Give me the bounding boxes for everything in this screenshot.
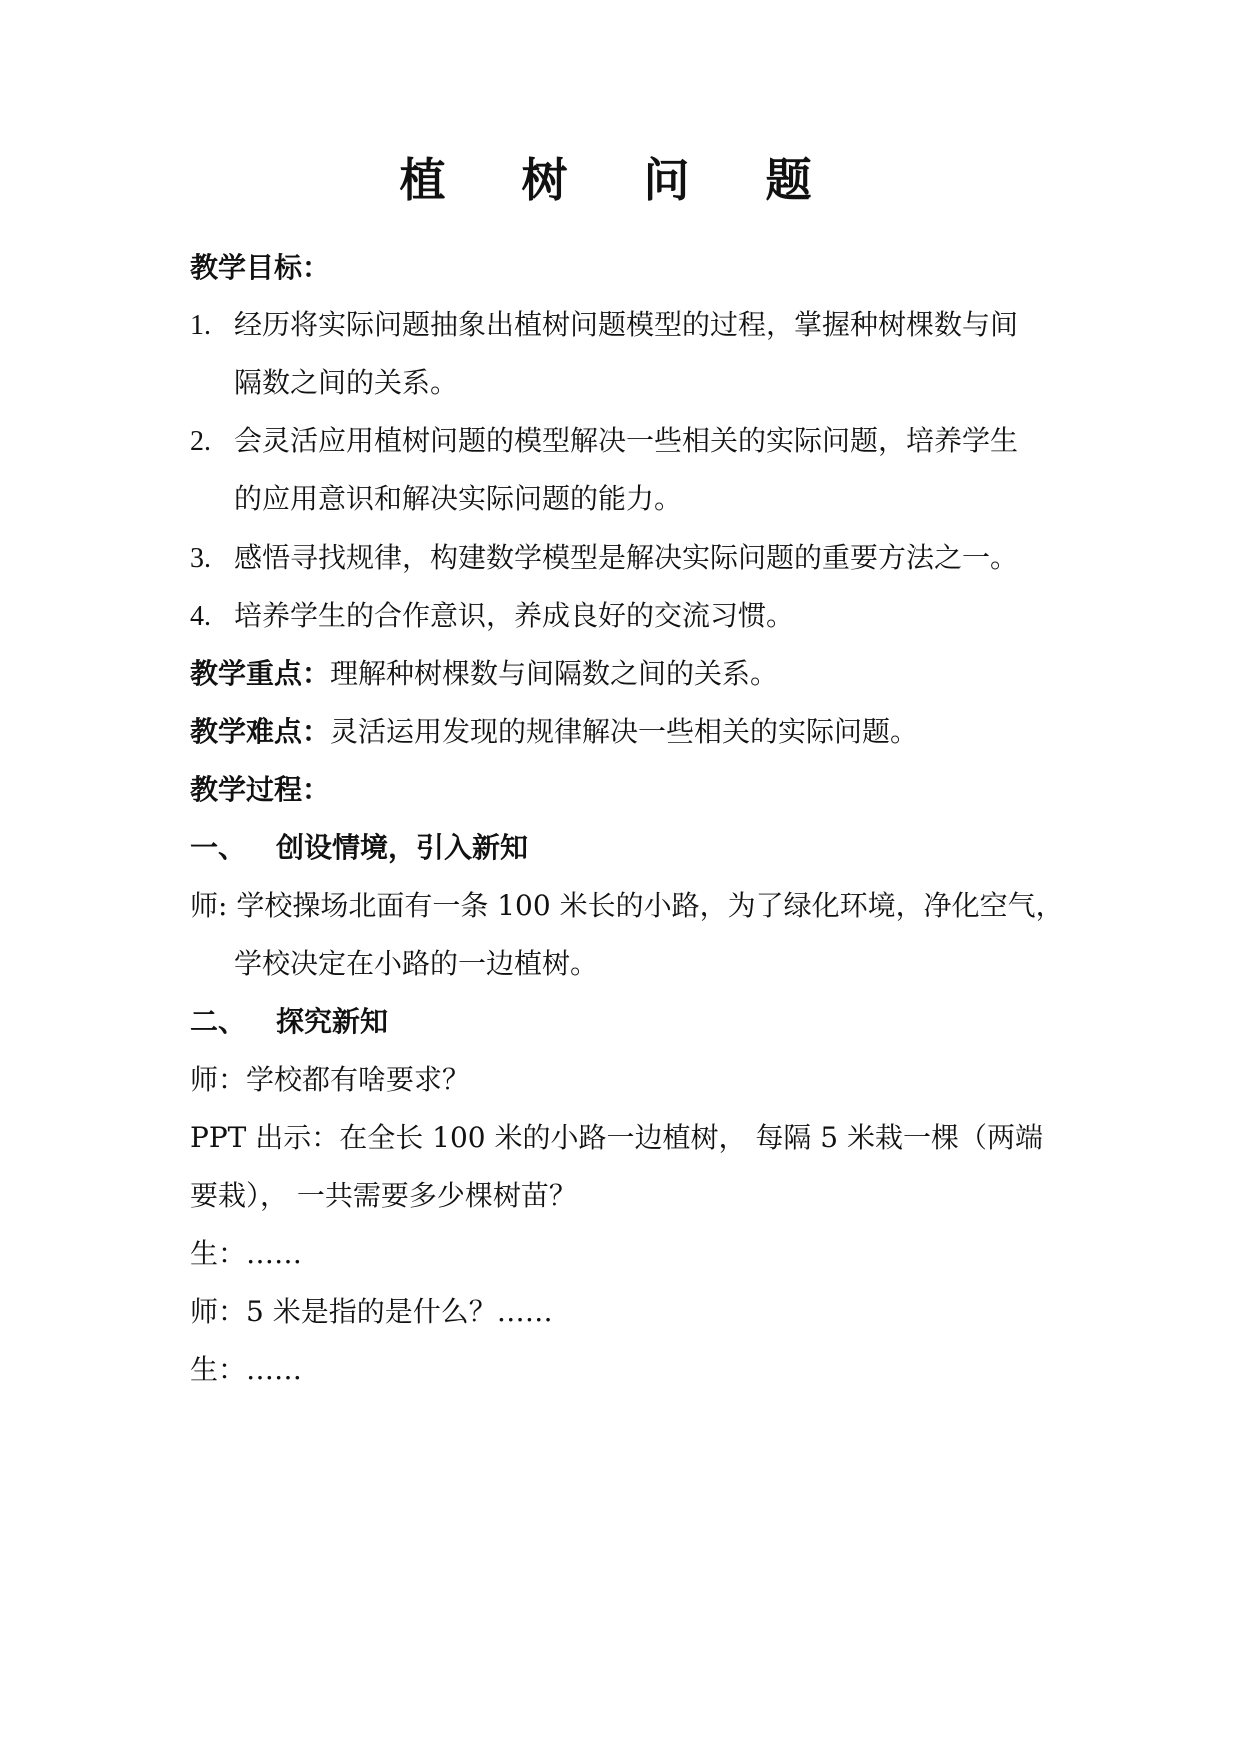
objective-text: 会灵活应用植树问题的模型解决一些相关的实际问题，培养学生 (234, 424, 1019, 457)
section-number: 二、 (190, 1005, 247, 1038)
paragraph-line: 学校决定在小路的一边植树。 (234, 947, 599, 980)
objective-item-1-continued: 隔数之间的关系。 (234, 366, 459, 399)
objective-number: 2. (190, 426, 211, 457)
section-heading-2 (190, 1002, 388, 1042)
dialog-line: 生：…… (190, 1237, 303, 1270)
difficulty-label: 教学难点： (190, 715, 331, 748)
objective-number: 4. (190, 601, 211, 632)
dialog-line: 要栽）， 一共需要多少棵树苗？ (190, 1179, 577, 1212)
objectives-heading: 教学目标： (190, 251, 331, 284)
objective-item-3 (190, 538, 1018, 579)
objective-text: 感悟寻找规律，构建数学模型是解决实际问题的重要方法之一。 (234, 541, 1019, 574)
key-point (190, 654, 778, 694)
objective-item-1 (190, 305, 1018, 346)
difficulty-text: 灵活运用发现的规律解决一些相关的实际问题。 (330, 715, 919, 748)
objective-item-4 (190, 596, 794, 637)
section-heading-1 (190, 828, 528, 868)
objective-item-2-continued: 的应用意识和解决实际问题的能力。 (234, 482, 683, 515)
dialog-line: 师：学校都有啥要求？ (190, 1063, 471, 1096)
process-heading: 教学过程： (190, 773, 331, 806)
objective-number: 1. (190, 310, 211, 341)
section-title: 创设情境，引入新知 (276, 831, 529, 864)
page-title: 植 树 问 题 (399, 153, 842, 207)
key-point-text: 理解种树棵数与间隔数之间的关系。 (330, 657, 779, 690)
section-title: 探究新知 (276, 1005, 389, 1038)
objective-number: 3. (190, 543, 211, 574)
objective-text: 经历将实际问题抽象出植树问题模型的过程，掌握种树棵数与间 (234, 308, 1019, 341)
dialog-line: PPT 出示：在全长 100 米的小路一边植树， 每隔 5 米栽一棵（两端 (190, 1121, 1044, 1154)
difficulty (190, 712, 918, 752)
section-number: 一、 (190, 831, 247, 864)
dialog-line: 生：…… (190, 1353, 303, 1386)
objective-item-2 (190, 421, 1018, 462)
paragraph-line: 师: 学校操场北面有一条 100 米长的小路，为了绿化环境，净化空气， (190, 889, 1064, 922)
objective-text: 培养学生的合作意识，养成良好的交流习惯。 (234, 599, 795, 632)
dialog-line: 师：5 米是指的是什么？…… (190, 1295, 553, 1328)
key-point-label: 教学重点： (190, 657, 331, 690)
